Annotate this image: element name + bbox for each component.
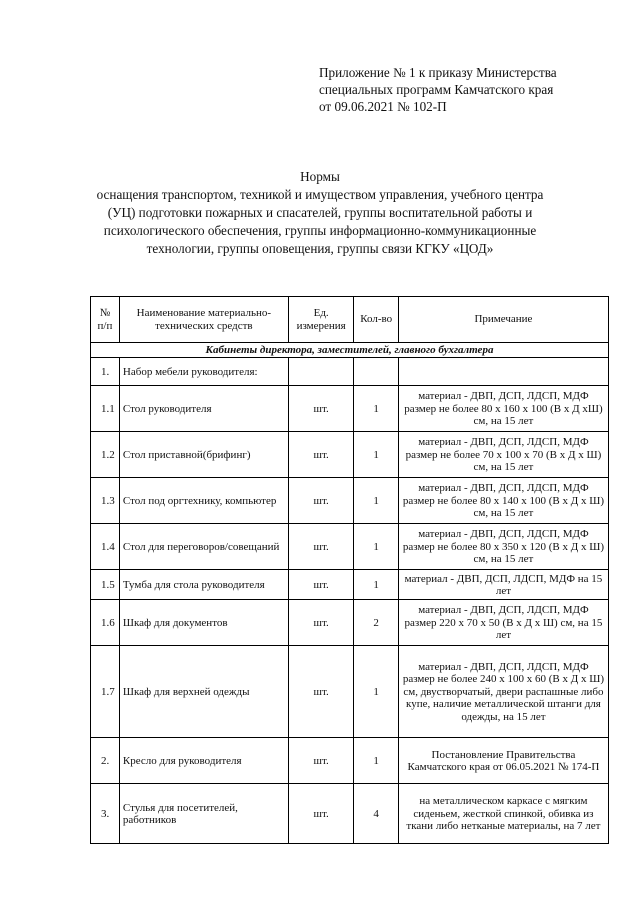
row-unit: шт. <box>288 738 354 784</box>
table-row <box>91 524 609 570</box>
table-row <box>91 570 609 600</box>
row-num: 1.4 <box>91 524 120 570</box>
table-row <box>91 784 609 844</box>
header-line: специальных программ Камчатского края <box>319 82 554 97</box>
table-header-row <box>91 297 609 343</box>
title-line: технологии, группы оповещения, группы связи КГКУ «ЦОД» <box>146 241 494 256</box>
row-note: материал - ДВП, ДСП, ЛДСП, МДФ размер не более 80 х 140 х 100 (В х Д х Ш) см, на 15 лет <box>398 478 608 524</box>
row-note: на металлическом каркасе с мягким сиденьем, жесткой спинкой, обивка из ткани либо нетканые материалы, на 7 лет <box>398 784 608 844</box>
row-note: материал - ДВП, ДСП, ЛДСП, МДФ размер 220 х 70 х 50 (В х Д х Ш) см, на 15 лет <box>398 600 608 646</box>
row-qty: 1 <box>354 386 398 432</box>
row-name: Стол под оргтехнику, компьютер <box>119 478 288 524</box>
row-note <box>398 358 608 386</box>
document-title <box>80 168 560 258</box>
row-num: 1.7 <box>91 646 120 738</box>
header-line: Приложение № 1 к приказу Министерства <box>319 65 557 80</box>
row-name: Стулья для посетителей, работников <box>119 784 288 844</box>
row-note: материал - ДВП, ДСП, ЛДСП, МДФ размер не более 240 х 100 х 60 (В х Д х Ш) см, двустворчатый, двери распашные либо купе, наличие металлической штанги для одежды, на 15 лет <box>398 646 608 738</box>
row-unit: шт. <box>288 524 354 570</box>
row-unit: шт. <box>288 478 354 524</box>
header-unit: Ед. измерения <box>288 297 354 343</box>
row-unit: шт. <box>288 432 354 478</box>
title-line: психологического обеспечения, группы информационно-коммуникационные <box>103 223 537 238</box>
header-note: Примечание <box>398 297 608 343</box>
header-name: Наименование материально-технических средств <box>119 297 288 343</box>
row-name: Стол руководителя <box>119 386 288 432</box>
row-num: 1.2 <box>91 432 120 478</box>
row-name: Стол приставной(брифинг) <box>119 432 288 478</box>
table-row <box>91 478 609 524</box>
row-num: 1. <box>91 358 120 386</box>
order-annex-header <box>319 64 619 115</box>
row-name: Шкаф для верхней одежды <box>119 646 288 738</box>
row-qty: 1 <box>354 570 398 600</box>
row-unit: шт. <box>288 600 354 646</box>
row-name: Тумба для стола руководителя <box>119 570 288 600</box>
title-line: Нормы <box>300 169 340 184</box>
row-qty: 1 <box>354 524 398 570</box>
header-qty: Кол-во <box>354 297 398 343</box>
header-num: № п/п <box>91 297 120 343</box>
row-note: материал - ДВП, ДСП, ЛДСП, МДФ размер не более 80 х 160 х 100 (В х Д хШ) см, на 15 лет <box>398 386 608 432</box>
row-name: Шкаф для документов <box>119 600 288 646</box>
row-qty: 4 <box>354 784 398 844</box>
row-unit <box>288 358 354 386</box>
row-num: 3. <box>91 784 120 844</box>
row-num: 1.5 <box>91 570 120 600</box>
row-num: 1.3 <box>91 478 120 524</box>
row-qty: 1 <box>354 738 398 784</box>
row-note: материал - ДВП, ДСП, ЛДСП, МДФ размер не более 70 х 100 х 70 (В х Д х Ш) см, на 15 лет <box>398 432 608 478</box>
row-qty <box>354 358 398 386</box>
row-unit: шт. <box>288 646 354 738</box>
norms-table <box>90 296 609 844</box>
row-name: Набор мебели руководителя: <box>119 358 288 386</box>
row-qty: 2 <box>354 600 398 646</box>
section-row <box>91 343 609 358</box>
row-qty: 1 <box>354 478 398 524</box>
row-num: 2. <box>91 738 120 784</box>
row-num: 1.6 <box>91 600 120 646</box>
table-row <box>91 600 609 646</box>
row-note: Постановление Правительства Камчатского края от 06.05.2021 № 174-П <box>398 738 608 784</box>
header-line: от 09.06.2021 № 102-П <box>319 99 447 114</box>
title-line: оснащения транспортом, техникой и имуществом управления, учебного центра <box>96 187 544 202</box>
table-row <box>91 646 609 738</box>
title-line: (УЦ) подготовки пожарных и спасателей, группы воспитательной работы и <box>107 205 533 220</box>
section-title: Кабинеты директора, заместителей, главного бухгалтера <box>91 343 609 358</box>
table-row <box>91 738 609 784</box>
row-name: Стол для переговоров/совещаний <box>119 524 288 570</box>
row-note: материал - ДВП, ДСП, ЛДСП, МДФ размер не более 80 х 350 х 120 (В х Д х Ш) см, на 15 лет <box>398 524 608 570</box>
row-unit: шт. <box>288 784 354 844</box>
row-unit: шт. <box>288 570 354 600</box>
row-note: материал - ДВП, ДСП, ЛДСП, МДФ на 15 лет <box>398 570 608 600</box>
row-name: Кресло для руководителя <box>119 738 288 784</box>
table-row <box>91 432 609 478</box>
row-unit: шт. <box>288 386 354 432</box>
table-row <box>91 386 609 432</box>
row-num: 1.1 <box>91 386 120 432</box>
row-qty: 1 <box>354 432 398 478</box>
row-qty: 1 <box>354 646 398 738</box>
table-row <box>91 358 609 386</box>
